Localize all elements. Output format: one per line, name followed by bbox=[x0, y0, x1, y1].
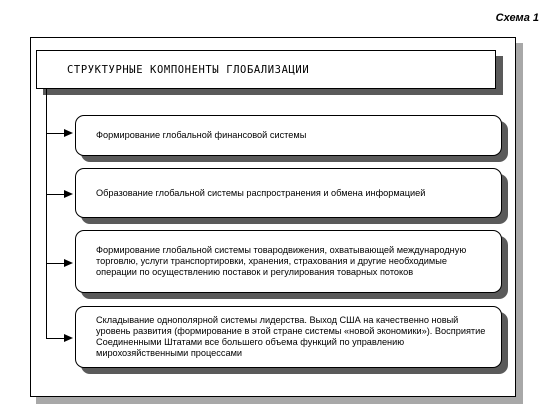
header-title: СТРУКТУРНЫЕ КОМПОНЕНТЫ ГЛОБАЛИЗАЦИИ bbox=[67, 64, 310, 76]
component-node-goods-movement bbox=[75, 230, 502, 293]
component-node-financial bbox=[75, 115, 502, 156]
connector-trunk bbox=[46, 89, 47, 339]
component-text: Формирование глобальной системы товародвижения, охватывающей международную торговлю, услуги транспортировки, хранения, страхования и другие необходимые операции по осуществлению поставок и регулирования товарных потоков bbox=[96, 245, 467, 277]
component-text: Складывание однополярной системы лидерства. Выход США на качественно новый уровень развития (формирование в этой стране системы «новой экономики»). Восприятие Соединенными Штатами все большего объема функций по управлению мирохозяйственными процессами bbox=[96, 315, 486, 358]
component-text: Образование глобальной системы распространения и обмена информацией bbox=[96, 187, 426, 198]
arrow-right-icon bbox=[64, 334, 73, 342]
header-box bbox=[36, 50, 496, 89]
connector-line bbox=[46, 133, 66, 134]
component-node-information bbox=[75, 168, 502, 218]
component-text: Формирование глобальной финансовой системы bbox=[96, 130, 307, 140]
connector-line bbox=[46, 338, 66, 339]
arrow-right-icon bbox=[64, 190, 73, 198]
connector-line bbox=[46, 263, 66, 264]
connector-line bbox=[46, 194, 66, 195]
component-node-leadership bbox=[75, 306, 502, 368]
arrow-right-icon bbox=[64, 129, 73, 137]
arrow-right-icon bbox=[64, 259, 73, 267]
scheme-label: Схема 1 bbox=[495, 12, 539, 24]
